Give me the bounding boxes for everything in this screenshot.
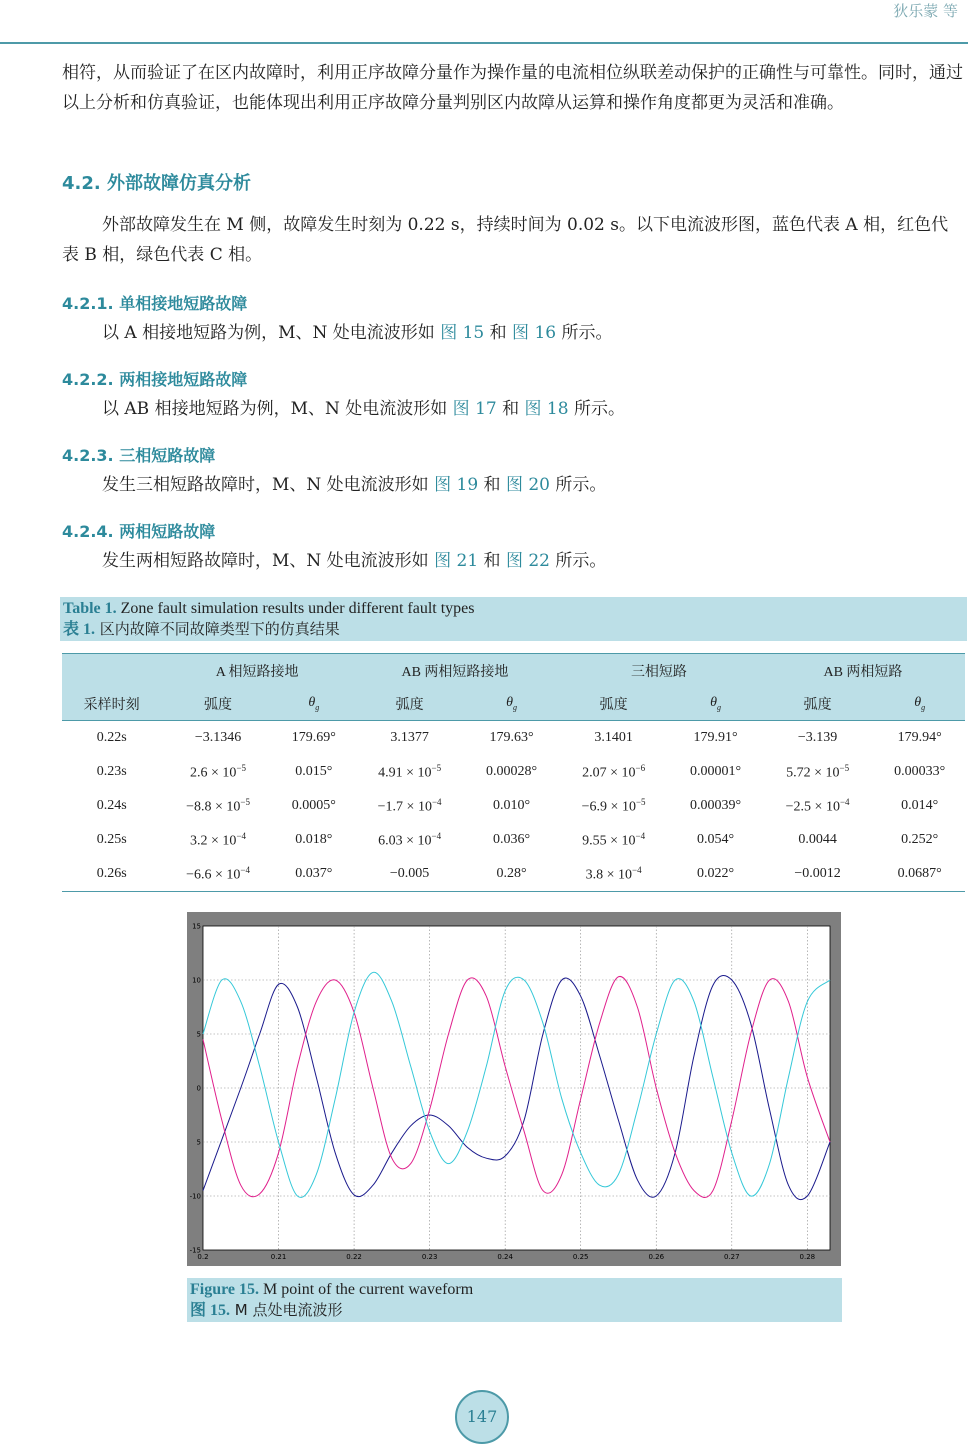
cell-value: 0.0044 xyxy=(798,832,837,847)
cell-value: −1.7 × 10 xyxy=(377,799,432,815)
cell-exponent: −6 xyxy=(635,762,646,773)
cell-value: −6.9 × 10 xyxy=(581,799,636,815)
cell-exponent: −5 xyxy=(635,796,646,807)
table-cell xyxy=(761,823,874,857)
figure-link-21[interactable]: 图 21 xyxy=(434,551,479,571)
table-cell xyxy=(161,789,274,823)
group-header: AB 两相短路 xyxy=(761,654,965,688)
cell-value: 0.00033° xyxy=(894,764,946,779)
figure-caption-zh-label: 图 15. xyxy=(190,1302,231,1319)
theta-letter: θ xyxy=(710,695,718,711)
table-row xyxy=(62,789,965,823)
subsection-heading-4-2-3: 4.2.3. 三相短路故障 xyxy=(62,446,216,465)
cell-value: 0.252° xyxy=(901,832,939,847)
current-waveform-chart xyxy=(187,912,841,1266)
table-body xyxy=(62,721,965,892)
sub-header-theta xyxy=(670,687,761,721)
theta-letter: θ xyxy=(308,695,316,711)
text-before: 以 AB 相接地短路为例，M、N 处电流波形如 xyxy=(102,399,453,419)
table-cell xyxy=(557,823,670,857)
table-cell xyxy=(466,755,557,789)
table-row xyxy=(62,755,965,789)
section-heading-4-2: 4.2. 外部故障仿真分析 xyxy=(62,173,251,194)
table-header-empty xyxy=(62,654,161,688)
table-cell xyxy=(557,755,670,789)
theta-letter: θ xyxy=(914,695,922,711)
results-table xyxy=(62,653,965,892)
subsection-text-4-2-1 xyxy=(62,318,965,348)
y-tick-label: -15 xyxy=(189,1246,201,1255)
table-cell xyxy=(557,857,670,892)
sub-header-arc: 弧度 xyxy=(761,687,874,721)
header-authors: 狄乐蒙 等 xyxy=(893,2,958,20)
table-cell xyxy=(670,857,761,892)
table-cell xyxy=(275,823,353,857)
table-cell xyxy=(670,721,761,756)
theta-subscript: g xyxy=(513,702,518,712)
cell-value: 0.037° xyxy=(295,866,333,881)
table-cell xyxy=(557,721,670,756)
table-cell xyxy=(353,857,466,892)
cell-value: 0.00028° xyxy=(486,764,538,779)
cell-exponent: −4 xyxy=(632,864,642,875)
subsection-heading-4-2-1: 4.2.1. 单相接地短路故障 xyxy=(62,294,248,313)
table-cell xyxy=(466,789,557,823)
table-cell xyxy=(353,789,466,823)
cell-value: 179.63° xyxy=(489,730,534,745)
subsection-text-4-2-2 xyxy=(62,394,965,424)
group-header: A 相短路接地 xyxy=(161,654,353,688)
cell-value: −8.8 × 10 xyxy=(186,799,241,815)
table-cell xyxy=(874,755,965,789)
y-tick-label: 5 xyxy=(196,1030,201,1039)
cell-value: 0.00039° xyxy=(690,798,742,813)
sub-header-arc: 弧度 xyxy=(353,687,466,721)
theta-symbol xyxy=(914,695,925,710)
cell-time: 0.22s xyxy=(96,730,127,745)
text-and: 和 xyxy=(478,551,506,571)
table-caption-zh-text: 区内故障不同故障类型下的仿真结果 xyxy=(95,620,340,638)
cell-exponent: −4 xyxy=(236,830,247,841)
cell-value: 0.00001° xyxy=(690,764,742,779)
figure-link-15[interactable]: 图 15 xyxy=(440,323,485,343)
theta-symbol xyxy=(710,695,721,710)
text-and: 和 xyxy=(496,399,525,419)
figure-caption-en xyxy=(190,1279,839,1300)
sub-header-arc: 弧度 xyxy=(161,687,274,721)
cell-exponent: −5 xyxy=(839,762,850,773)
table-cell xyxy=(161,823,274,857)
cell-value: 0.022° xyxy=(697,866,735,881)
table-cell xyxy=(761,789,874,823)
cell-value: 3.1401 xyxy=(594,730,633,745)
table-cell xyxy=(353,755,466,789)
text-after: 所示。 xyxy=(550,475,607,495)
y-tick-label: 0 xyxy=(196,1084,201,1093)
x-tick-label: 0.24 xyxy=(497,1253,513,1261)
y-tick-label: -10 xyxy=(189,1192,201,1201)
cell-time: 0.26s xyxy=(62,857,161,892)
x-tick-label: 0.23 xyxy=(421,1253,438,1261)
cell-exponent: −4 xyxy=(240,864,250,875)
y-tick-label: 10 xyxy=(192,976,201,985)
table-cell xyxy=(275,755,353,789)
cell-value: 0.014° xyxy=(901,798,939,813)
text-after: 所示。 xyxy=(556,323,613,343)
cell-value: 5.72 × 10 xyxy=(786,765,840,781)
y-tick-label: 15 xyxy=(192,922,201,931)
subsection-heading-4-2-4: 4.2.4. 两相短路故障 xyxy=(62,522,216,541)
table-caption xyxy=(60,597,967,641)
table-cell xyxy=(557,789,670,823)
table-row xyxy=(62,823,965,857)
table-cell xyxy=(874,789,965,823)
table-sub-header-row xyxy=(62,687,965,721)
table-cell xyxy=(874,823,965,857)
table-cell xyxy=(466,823,557,857)
table-cell xyxy=(353,823,466,857)
text-and: 和 xyxy=(484,323,513,343)
cell-value: −6.6 × 10 xyxy=(186,867,241,883)
cell-value: 0.036° xyxy=(493,832,531,847)
table-cell xyxy=(761,755,874,789)
sub-header-theta xyxy=(874,687,965,721)
cell-exponent: −4 xyxy=(431,830,442,841)
cell-value: −3.1346 xyxy=(194,730,242,745)
table-cell xyxy=(466,857,557,892)
x-tick-label: 0.25 xyxy=(572,1253,589,1261)
intro-paragraph: 相符，从而验证了在区内故障时，利用正序故障分量作为操作量的电流相位纵联差动保护的正确性与可靠性。同时，通过以上分析和仿真验证，也能体现出利用正序故障分量判别区内故障从运算和操作角度都更为灵活和准确。 xyxy=(62,63,963,113)
cell-value: 0.054° xyxy=(697,832,735,847)
table-cell xyxy=(670,789,761,823)
subsection-text-4-2-4 xyxy=(62,546,965,576)
figure-link-17[interactable]: 图 17 xyxy=(452,399,497,419)
table-cell xyxy=(466,721,557,756)
figure-caption-en-text: M point of the current waveform xyxy=(259,1281,474,1298)
sub-header-arc: 弧度 xyxy=(557,687,670,721)
cell-value: −0.005 xyxy=(389,866,430,881)
text-before: 发生两相短路故障时，M、N 处电流波形如 xyxy=(102,551,435,571)
subsection-text-4-2-3 xyxy=(62,470,965,500)
cell-value: −2.5 × 10 xyxy=(785,799,840,815)
table-caption-en xyxy=(63,598,964,619)
sub-header-theta xyxy=(466,687,557,721)
table-cell xyxy=(275,721,353,756)
table-cell xyxy=(275,857,353,892)
figure-link-16[interactable]: 图 16 xyxy=(512,323,557,343)
group-header: 三相短路 xyxy=(557,654,761,688)
text-after: 所示。 xyxy=(550,551,607,571)
cell-time: 0.24s xyxy=(96,798,127,813)
cell-value: 0.0687° xyxy=(897,866,942,881)
table-row xyxy=(62,721,965,756)
table-cell xyxy=(761,857,874,892)
theta-letter: θ xyxy=(506,695,514,711)
cell-value: 6.03 × 10 xyxy=(378,833,432,849)
table-cell xyxy=(874,857,965,892)
cell-time: 0.25s xyxy=(96,832,127,847)
text-after: 所示。 xyxy=(568,399,625,419)
page-header xyxy=(0,0,968,44)
page-number: 147 xyxy=(455,1390,509,1444)
sub-header-theta xyxy=(275,687,353,721)
figure-link-18[interactable]: 图 18 xyxy=(524,399,569,419)
cell-value: 4.91 × 10 xyxy=(378,765,432,781)
x-tick-label: 0.27 xyxy=(723,1253,740,1261)
cell-value: 0.010° xyxy=(493,798,531,813)
table-caption-en-label: Table 1. xyxy=(63,600,117,617)
cell-value: 0.015° xyxy=(295,764,333,779)
text-and: 和 xyxy=(478,475,506,495)
section-4-2-paragraph: 外部故障发生在 M 侧，故障发生时刻为 0.22 s，持续时间为 0.02 s。以下电流波形图，蓝色代表 A 相，红色代表 B 相，绿色代表 C 相。 xyxy=(62,215,949,265)
cell-value: 0.018° xyxy=(295,832,333,847)
cell-value: 0.0005° xyxy=(291,798,336,813)
table-caption-zh-label: 表 1. xyxy=(63,621,96,638)
cell-value: 179.94° xyxy=(897,730,942,745)
cell-exponent: −5 xyxy=(240,796,250,807)
cell-value: 0.28° xyxy=(496,866,527,881)
x-tick-label: 0.28 xyxy=(799,1253,816,1261)
text-before: 以 A 相接地短路为例，M、N 处电流波形如 xyxy=(102,323,441,343)
text-before: 发生三相短路故障时，M、N 处电流波形如 xyxy=(102,475,435,495)
theta-subscript: g xyxy=(717,702,722,712)
cell-value: 179.69° xyxy=(291,730,336,745)
table-cell xyxy=(353,721,466,756)
table-cell xyxy=(874,721,965,756)
cell-exponent: −4 xyxy=(839,796,850,807)
table-cell xyxy=(670,823,761,857)
x-tick-label: 0.21 xyxy=(270,1253,287,1261)
table-cell xyxy=(670,755,761,789)
cell-exponent: −5 xyxy=(431,762,442,773)
figure-caption-zh xyxy=(190,1300,839,1321)
x-tick-label: 0.26 xyxy=(648,1253,665,1261)
figure-caption-en-label: Figure 15. xyxy=(190,1281,260,1298)
table-cell xyxy=(761,721,874,756)
cell-value: 2.07 × 10 xyxy=(582,765,636,781)
cell-value: 3.1377 xyxy=(390,730,429,745)
table-caption-en-text: Zone fault simulation results under different fault types xyxy=(116,600,475,617)
cell-value: 179.91° xyxy=(693,730,738,745)
cell-value: 3.2 × 10 xyxy=(190,833,237,849)
x-tick-label: 0.22 xyxy=(346,1253,362,1261)
table-cell xyxy=(161,755,274,789)
cell-exponent: −4 xyxy=(635,830,646,841)
table-cell xyxy=(275,789,353,823)
table-cell xyxy=(161,857,274,892)
figure-link-19[interactable]: 图 19 xyxy=(434,475,479,495)
table-row xyxy=(62,857,965,892)
figure-caption xyxy=(187,1278,842,1322)
sub-header-time: 采样时刻 xyxy=(62,687,161,721)
figure-link-22[interactable]: 图 22 xyxy=(505,551,550,571)
y-tick-label: 5 xyxy=(196,1138,201,1147)
figure-link-20[interactable]: 图 20 xyxy=(505,475,550,495)
figure-caption-zh-text: M 点处电流波形 xyxy=(230,1301,343,1319)
cell-exponent: −5 xyxy=(236,762,247,773)
table-cell xyxy=(161,721,274,756)
cell-exponent: −4 xyxy=(431,796,442,807)
cell-value: 3.8 × 10 xyxy=(585,867,633,883)
theta-symbol xyxy=(506,695,517,710)
theta-symbol xyxy=(308,695,319,710)
theta-subscript: g xyxy=(921,702,926,712)
cell-value: 9.55 × 10 xyxy=(582,833,636,849)
group-header: AB 两相短路接地 xyxy=(353,654,557,688)
cell-value: 2.6 × 10 xyxy=(190,765,237,781)
cell-value: −3.139 xyxy=(797,730,838,745)
subsection-heading-4-2-2: 4.2.2. 两相接地短路故障 xyxy=(62,370,248,389)
cell-time: 0.23s xyxy=(96,764,127,779)
table-caption-zh xyxy=(63,619,964,640)
cell-value: −0.0012 xyxy=(794,866,841,881)
table-group-header-row xyxy=(62,654,965,688)
theta-subscript: g xyxy=(315,702,320,712)
x-tick-label: 0.2 xyxy=(197,1253,209,1261)
